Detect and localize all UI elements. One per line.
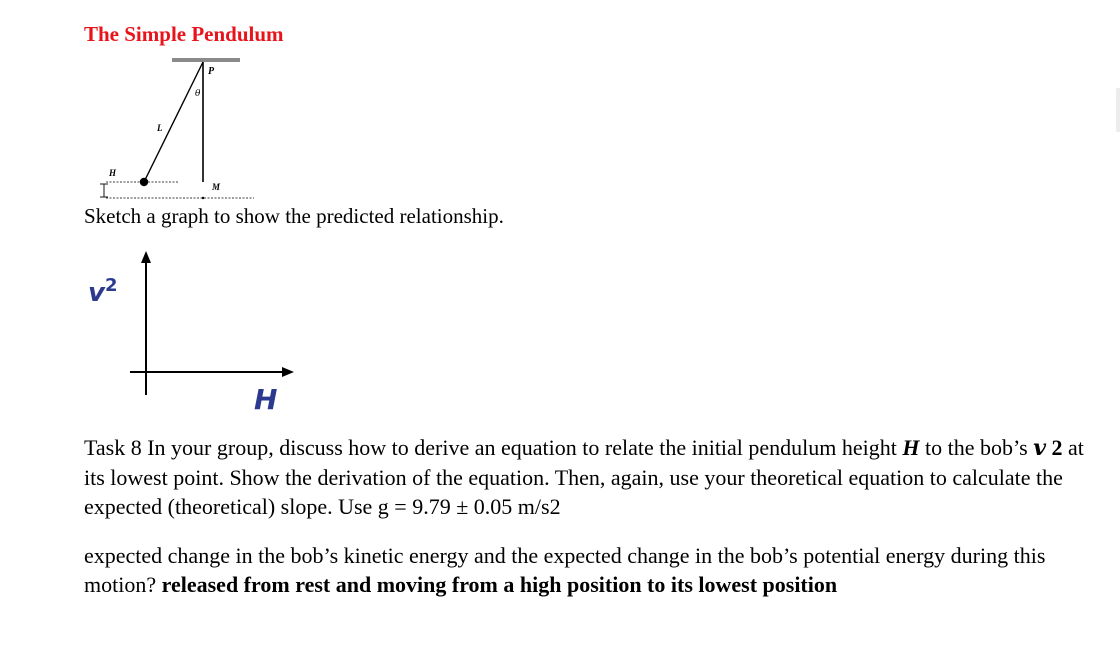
label-height: H xyxy=(109,168,117,178)
task-velocity-exponent: 2 xyxy=(1046,435,1063,460)
pendulum-string xyxy=(144,62,203,182)
y-axis-label-base: v xyxy=(88,278,105,308)
y-axis-label-exponent: 2 xyxy=(104,275,118,296)
lowest-point-marker xyxy=(202,197,204,199)
task-var-height: H xyxy=(902,435,920,460)
page-title: The Simple Pendulum xyxy=(84,22,284,46)
x-axis-label: H xyxy=(254,383,278,416)
label-length: L xyxy=(157,123,163,133)
pendulum-diagram xyxy=(84,52,284,212)
ceiling-support xyxy=(172,58,240,62)
task-text-part3: at its lowest point. Show the derivation of the equation. Then, again, use your theoretical equation to calculate the expected (theoretical) slope. Use g = 9.79 ± 0.05 m/s2 xyxy=(84,435,1084,519)
question-text: expected change in the bob’s kinetic energy and the expected change in the bob’s potential energy during this motion? xyxy=(84,543,1046,597)
sketch-graph-axes xyxy=(84,245,314,420)
label-angle: θ xyxy=(195,89,201,99)
label-mass: M xyxy=(212,182,221,192)
x-axis-arrow xyxy=(282,367,294,377)
sketch-prompt: Sketch a graph to show the predicted relationship. xyxy=(84,204,504,228)
side-scroll-tab[interactable] xyxy=(1116,88,1120,132)
energy-question-paragraph xyxy=(84,541,1094,599)
task-text-part2: to the bob’s xyxy=(919,435,1034,460)
y-axis-arrow xyxy=(141,251,151,263)
task-text-part1: Task 8 In your group, discuss how to derive an equation to relate the initial pendulum height xyxy=(84,435,903,460)
y-axis-label xyxy=(88,275,117,308)
label-pivot: P xyxy=(208,66,215,77)
question-bold-text: released from rest and moving from a high position to its lowest position xyxy=(161,572,838,597)
task-var-velocity: v xyxy=(1033,435,1046,461)
task-8-paragraph xyxy=(84,433,1094,521)
